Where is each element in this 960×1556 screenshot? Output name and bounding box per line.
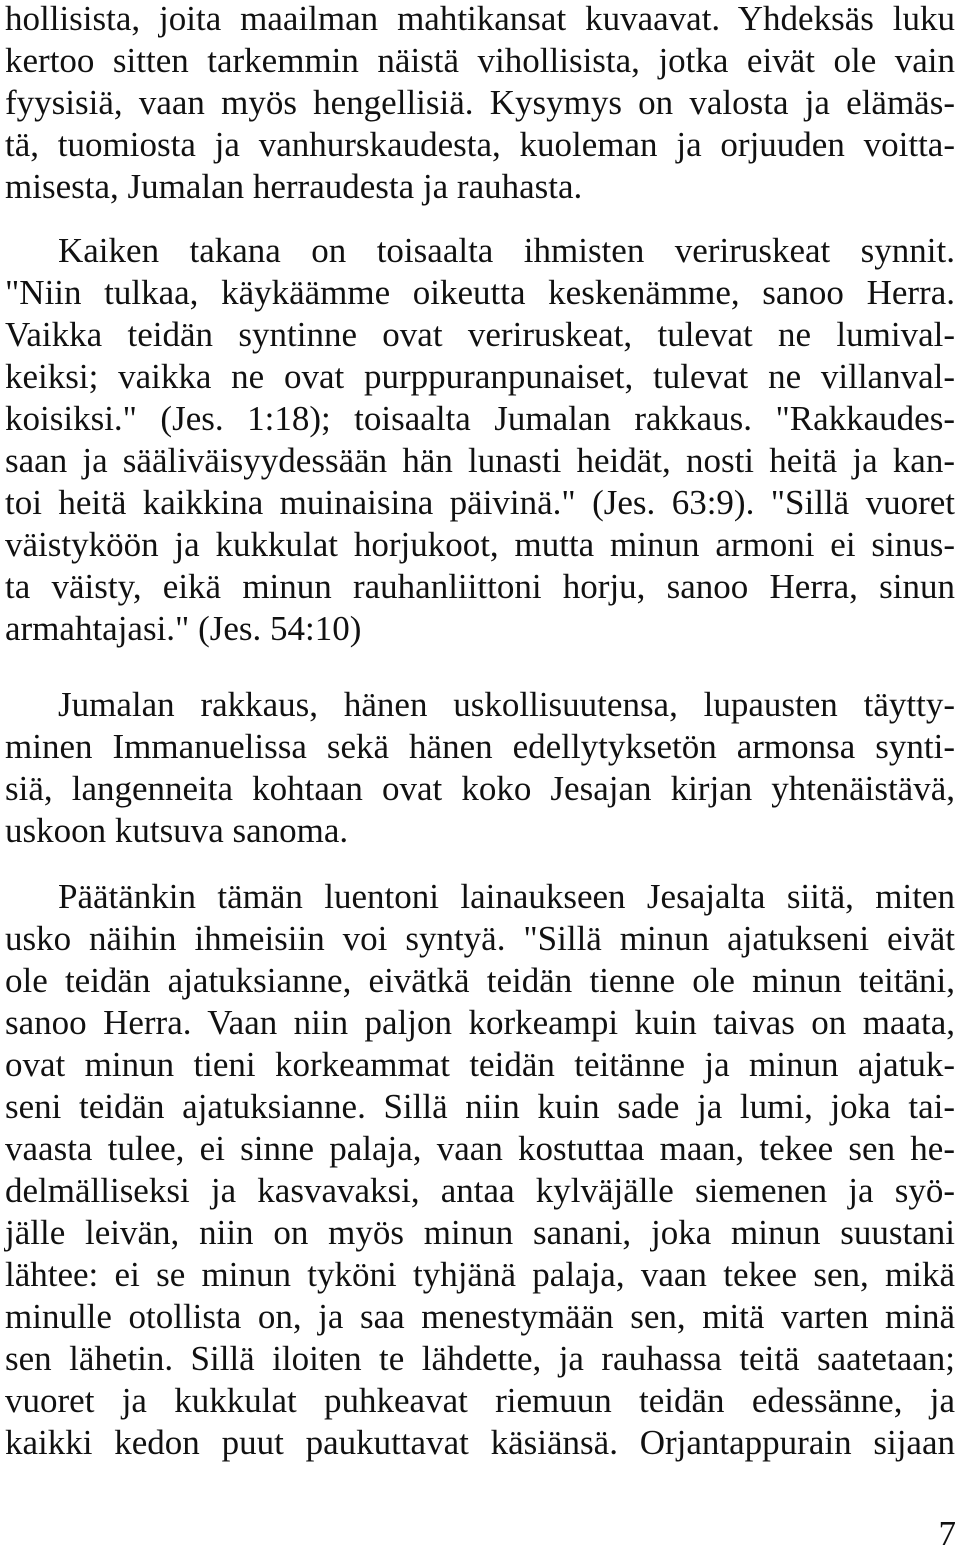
text-line: ta väisty, eikä minun rauhanliittoni horju, sanoo Herra, sinun (5, 567, 955, 606)
paragraph-first-line: Jumalan rakkaus, hänen uskollisuutensa, lupausten täytty- (58, 685, 955, 724)
text-line: misesta, Jumalan herraudesta ja rauhasta. (5, 167, 583, 206)
text-line: kertoo sitten tarkemmin näistä vihollisista, jotka eivät ole vain (5, 41, 955, 80)
text-line: usko näihin ihmeisiin voi syntyä. "Sillä minun ajatukseni eivät (5, 919, 955, 958)
text-line: sanoo Herra. Vaan niin paljon korkeampi kuin taivas on maata, (5, 1003, 955, 1042)
text-line: ole teidän ajatuksianne, eivätkä teidän tienne ole minun teitäni, (5, 961, 955, 1000)
text-line: minulle otollista on, ja saa menestymään sen, mitä varten minä (5, 1297, 955, 1336)
text-line: väistyköön ja kukkulat horjukoot, mutta minun armoni ei sinus- (5, 525, 955, 564)
text-line: armahtajasi." (Jes. 54:10) (5, 609, 362, 648)
text-line: keiksi; vaikka ne ovat purppuranpunaiset, tulevat ne villanval- (5, 357, 955, 396)
text-line: toi heitä kaikkina muinaisina päivinä." (Jes. 63:9). "Sillä vuoret (5, 483, 955, 522)
text-line: vaasta tulee, ei sinne palaja, vaan kostuttaa maan, tekee sen he- (5, 1129, 955, 1168)
text-line: uskoon kutsuva sanoma. (5, 811, 349, 850)
text-line: hollisista, joita maailman mahtikansat kuvaavat. Yhdeksäs luku (5, 0, 955, 38)
text-line: lähtee: ei se minun tyköni tyhjänä palaja, vaan tekee sen, mikä (5, 1255, 955, 1294)
text-line: koisiksi." (Jes. 1:18); toisaalta Jumalan rakkaus. "Rakkaudes- (5, 399, 955, 438)
text-line: ovat minun tieni korkeammat teidän teitänne ja minun ajatuk- (5, 1045, 955, 1084)
text-line: Vaikka teidän syntinne ovat veriruskeat, tulevat ne lumival- (5, 315, 955, 354)
paragraph-first-line: Päätänkin tämän luentoni lainaukseen Jesajalta siitä, miten (58, 877, 955, 916)
text-line: kaikki kedon puut paukuttavat käsiänsä. Orjantappurain sijaan (5, 1423, 955, 1462)
paragraph-first-line: Kaiken takana on toisaalta ihmisten veriruskeat synnit. (58, 231, 955, 270)
text-line: fyysisiä, vaan myös hengellisiä. Kysymys on valosta ja elämäs- (5, 83, 955, 122)
text-line: "Niin tulkaa, käykäämme oikeutta keskenämme, sanoo Herra. (5, 273, 955, 312)
text-line: tä, tuomiosta ja vanhurskaudesta, kuoleman ja orjuuden voitta- (5, 125, 955, 164)
text-line: delmälliseksi ja kasvavaksi, antaa kylväjälle siemenen ja syö- (5, 1171, 955, 1210)
page-number: 7 (938, 1514, 956, 1553)
text-line: seni teidän ajatuksianne. Sillä niin kuin sade ja lumi, joka tai- (5, 1087, 955, 1126)
text-line: sen lähetin. Sillä iloiten te lähdette, ja rauhassa teitä saatetaan; (5, 1339, 955, 1378)
text-line: siä, langenneita kohtaan ovat koko Jesajan kirjan yhtenäistävä, (5, 769, 955, 808)
text-line: minen Immanuelissa sekä hänen edellytyksetön armonsa synti- (5, 727, 955, 766)
text-line: saan ja sääliväisyydessään hän lunasti heidät, nosti heitä ja kan- (5, 441, 955, 480)
text-line: vuoret ja kukkulat puhkeavat riemuun teidän edessänne, ja (5, 1381, 955, 1420)
text-line: jälle leivän, niin on myös minun sanani, joka minun suustani (5, 1213, 955, 1252)
